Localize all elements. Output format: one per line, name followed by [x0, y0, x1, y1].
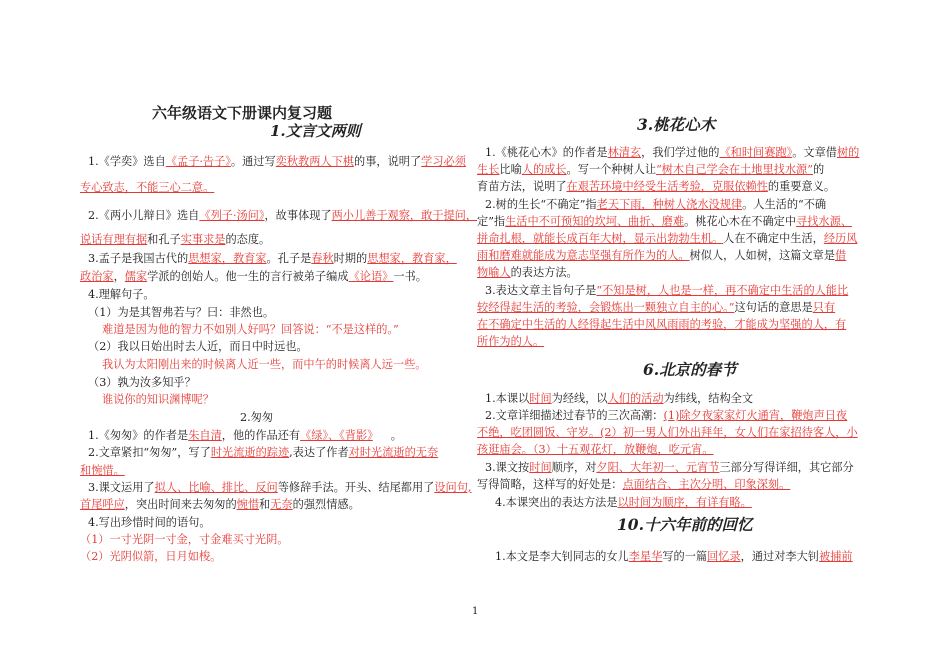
question-beijing-method: 4.本课突出的表达方法是以时间为顺序，有详有略。: [495, 496, 752, 509]
question-uncertainty-line3: 拼命扎根，就能长成百年大树，显示出勃勃生机。人在不确定中生活，经历风: [477, 232, 858, 245]
question-xueyi: 1.《学奕》选自《孟子·告子》。通过写奕秋教两人下棋的事，说明了学习必须: [88, 155, 466, 168]
answer-theme-sentence-line3: 在不确定中生活的人经得起生活中风风雨雨的考验，才能成为坚强的人，有: [477, 318, 847, 331]
question-beijing-order: 3.课文按时间顺序，对夕阳、大年初一、元宵节三部分写得详细，其它部分: [485, 461, 854, 474]
question-congcong-author: 1.《匆匆》的作者是朱自清，他的作品还有《绿》、《背影》 。: [88, 429, 402, 442]
cherish-time-sentence-1: （1）一寸光阴一寸金，寸金难买寸光阴。: [80, 533, 289, 546]
question-peach-wood-author-line3: 育苗方法，说明了在艰苦环境中经受生活考验，克服依赖性的重要意义。: [477, 180, 836, 193]
section-heading-sixteen-years: 10.十六年前的回忆: [617, 515, 753, 534]
question-uncertainty-line4: 雨和磨难就能成为意志坚强有所作为的人。树似人，人如树，这篇文章是借: [477, 249, 847, 262]
section-heading-peach-wood: 3.桃花心木: [637, 115, 716, 134]
question-beijing-order-line2: 写得简略，这样写的好处是：点面结合、主次分明、印象深刻。: [477, 478, 791, 491]
question-congcong-theme: 2.文章紧扣“匆匆”，写了时光流逝的踪迹,表达了作者对时光流逝的无奈: [88, 446, 439, 459]
question-uncertainty-line2: 定”指生活中不可预知的坎坷、曲折、磨难。桃花心木在不确定中寻找水源、: [477, 215, 852, 228]
question-mengzi-line2: 政治家，儒家学派的创始人。他一生的言行被弟子编成《论语》一书。: [80, 270, 427, 283]
section-heading-congcong: 2.匆匆: [240, 411, 274, 424]
question-cherish-time-title: 4.写出珍惜时间的语句。: [88, 516, 211, 529]
question-uncertainty: 2.树的生长“不确定”指老天下雨，种树人浇水没规律。人生活的“不确: [485, 198, 827, 211]
question-understand-title: 4.理解句子。: [88, 288, 155, 301]
sentence-1: （1）为是其智弗若与？曰：非然也。: [88, 306, 275, 319]
section-heading-classical-chinese: 1.文言文两则: [270, 122, 361, 140]
question-liangxiaoer-line2: 说话有理有据和孔子实事求是的态度。: [80, 233, 271, 246]
question-peach-wood-author: 1.《桃花心木》的作者是林清玄，我们学过他的《和时间赛跑》。文章借树的: [485, 146, 860, 159]
answer-2: 我认为太阳刚出来的时候离人近一些，而中午的时候离人远一些。: [102, 358, 427, 371]
answer-xueyi-line2: 专心致志，不能三心二意。: [80, 181, 215, 194]
question-sixteen-years: 1.本文是李大钊同志的女儿李星华写的一篇回忆录，通过对李大钊被捕前: [495, 550, 853, 563]
sentence-3: （3）孰为汝多知乎？: [88, 376, 196, 389]
sentence-2: （2）我以日始出时去人近，而日中时远也。: [88, 340, 308, 353]
answer-1: 难道是因为他的智力不如别人好吗？回答说：“不是这样的。”: [102, 323, 399, 336]
section-heading-beijing-spring: 6.北京的春节: [643, 360, 737, 379]
answer-3: 谁说你的知识渊博呢？: [102, 393, 214, 406]
question-liangxiaoer: 2.《两小儿辩日》选自《列子·汤问》，故事体现了两小儿善于观察，敢于提问，: [88, 209, 478, 222]
question-congcong-rhetoric: 3.课文运用了拟人、比喻、排比、反问等修辞手法。开头、结尾都用了设问句,: [88, 481, 472, 494]
question-theme-sentence-line2: 较经得起生活的考验，会锻炼出一颗独立自主的心。”这句话的意思是只有: [477, 301, 836, 314]
question-beijing-structure: 1.本课以时间为经线，以人们的活动为纬线，结构全文: [485, 392, 754, 405]
page-number: 1: [472, 606, 479, 617]
question-congcong-rhetoric-line2: 首尾呼应，突出时间来去匆匆的惋惜和无奈的强烈情感。: [80, 498, 360, 511]
question-uncertainty-line5: 物喻人的表达方法。: [477, 266, 578, 279]
cherish-time-sentence-2: （2）光阴似箭，日月如梭。: [80, 550, 222, 563]
answer-beijing-climaxes-line3: 孩逛庙会。（3）十五观花灯，放鞭炮，吃元宵。: [477, 443, 714, 456]
answer-beijing-climaxes-line2: 不绝，吃团圆饭、守岁。(2）初一男人们外出拜年，女人们在家招待客人，小: [477, 426, 858, 439]
question-beijing-climaxes: 2.文章详细描述过春节的三次高潮：(1)除夕夜家家灯火通宵，鞭炮声日夜: [485, 409, 848, 422]
answer-congcong-theme-line2: 和惋惜。: [80, 464, 125, 477]
page-title: 六年级语文下册课内复习题: [152, 104, 333, 122]
question-peach-wood-author-line2: 生长比喻人的成长。写一个种树人让“树木自己学会在土地里找水源”的: [477, 163, 825, 176]
answer-theme-sentence-line4: 所作为的人。: [477, 335, 545, 348]
question-theme-sentence: 3.表达文章主旨句子是“不知是树，人也是一样，再不确定中生活的人能比: [485, 284, 849, 297]
question-mengzi: 3.孟子是我国古代的思想家，教育家。孔子是春秋时期的思想家，教育家，: [88, 252, 457, 265]
